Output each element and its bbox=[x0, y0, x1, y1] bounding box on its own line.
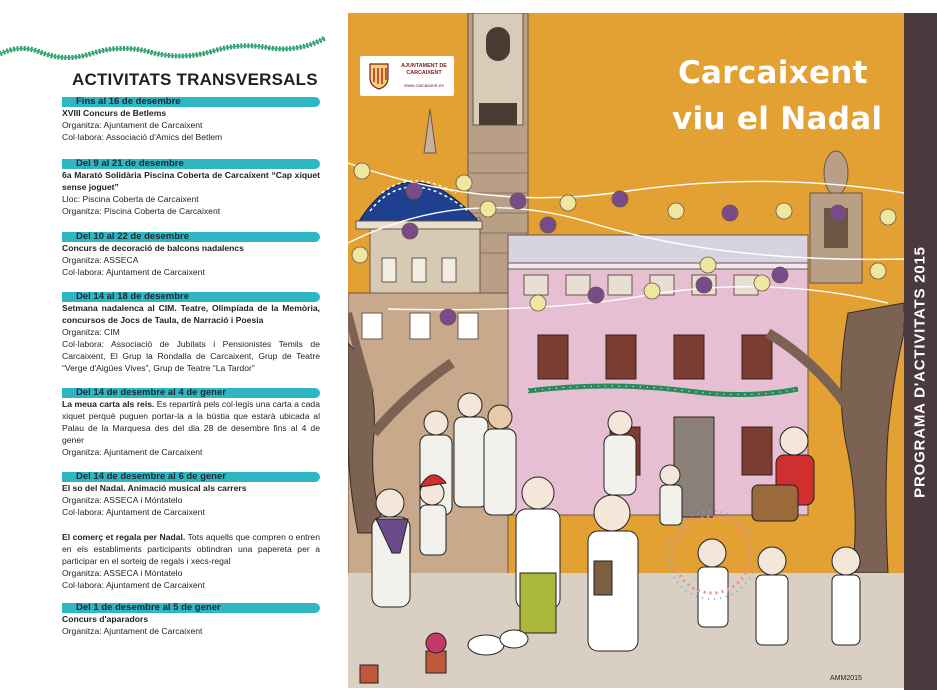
activity-date: Del 10 al 22 de desembre bbox=[76, 231, 190, 242]
activity-organizer: Organitza: ASSECA i Móntatelo bbox=[62, 495, 183, 505]
activity-item bbox=[62, 472, 320, 518]
activity-organizer: Organitza: CIM bbox=[62, 327, 120, 337]
activity-item bbox=[62, 531, 320, 591]
activity-item bbox=[62, 388, 320, 458]
date-bar bbox=[62, 232, 320, 242]
activity-date: Del 14 al 18 de desembre bbox=[76, 291, 190, 302]
activity-collaborator: Col·labora: Ajuntament de Carcaixent bbox=[62, 580, 205, 590]
activity-collaborator: Col·labora: Ajuntament de Carcaixent bbox=[62, 507, 205, 517]
activity-item bbox=[62, 159, 320, 217]
activity-item bbox=[62, 232, 320, 278]
logo-name: AJUNTAMENT DE CARCAIXENT bbox=[401, 63, 447, 76]
date-bar bbox=[62, 292, 320, 302]
cover-title-line1: Carcaixent bbox=[678, 55, 868, 91]
coat-of-arms-icon bbox=[368, 62, 390, 90]
section-title: ACTIVITATS TRANSVERSALS bbox=[72, 70, 318, 89]
activity-description bbox=[62, 531, 320, 567]
date-bar bbox=[62, 388, 320, 398]
activity-location: Lloc: Piscina Coberta de Carcaixent bbox=[62, 194, 199, 204]
activity-title: Concurs d'aparadors bbox=[62, 614, 149, 624]
activity-organizer: Organitza: Ajuntament de Carcaixent bbox=[62, 120, 203, 130]
activity-organizer: Organitza: Ajuntament de Carcaixent bbox=[62, 447, 203, 457]
activity-date: Fins al 16 de desembre bbox=[76, 96, 181, 107]
date-bar bbox=[62, 159, 320, 169]
activity-organizer: Organitza: ASSECA i Móntatelo bbox=[62, 568, 183, 578]
activity-title: El so del Nadal. Animació musical als carrers bbox=[62, 483, 247, 493]
activity-date: Del 1 de desembre al 5 de gener bbox=[76, 602, 221, 613]
activity-organizer: Organitza: Piscina Coberta de Carcaixent bbox=[62, 206, 221, 216]
cover-illustration bbox=[348, 13, 904, 688]
logo-url: www.carcaixent.es bbox=[404, 84, 444, 89]
activity-title: El comerç et regala per Nadal. bbox=[62, 532, 186, 542]
activity-title: Concurs de decoració de balcons nadalencs bbox=[62, 243, 244, 253]
activity-title: XVIII Concurs de Betlems bbox=[62, 108, 167, 118]
cover-title-line2: viu el Nadal bbox=[672, 101, 883, 137]
activity-item bbox=[62, 603, 320, 637]
activity-date: Del 14 de desembre al 6 de gener bbox=[76, 471, 226, 482]
spine-text: PROGRAMA D'ACTIVITATS 2015 bbox=[911, 246, 929, 498]
activity-collaborator: Col·labora: Ajuntament de Carcaixent bbox=[62, 267, 205, 277]
activity-title: La meua carta als reis. bbox=[62, 399, 155, 409]
activity-item bbox=[62, 292, 320, 374]
activity-text: Tots aquells que compren o entren en els establiments participants obtindran una papereta per a participar en el sorteig de regals i xecs-regal bbox=[62, 532, 320, 566]
activity-title: 6a Marató Solidària Piscina Coberta de Carcaixent “Cap xiquet sense joguet” bbox=[62, 170, 320, 192]
activity-text: Es repartirà pels col·legis una carta a cada xiquet perquè puguen portar-la a la bústia que estarà ubicada al Palau de la Marquesa des del dia 28 de desembre fins al 4 de gener bbox=[62, 399, 320, 445]
date-bar bbox=[62, 97, 320, 107]
artist-signature: AMM2015 bbox=[830, 675, 862, 682]
garland-decoration bbox=[0, 30, 330, 70]
date-bar bbox=[62, 603, 320, 613]
activity-date: Del 14 de desembre al 4 de gener bbox=[76, 387, 226, 398]
activity-organizer: Organitza: Ajuntament de Carcaixent bbox=[62, 626, 203, 636]
activity-description bbox=[62, 398, 320, 446]
activity-date: Del 9 al 21 de desembre bbox=[76, 158, 184, 169]
activity-item bbox=[62, 97, 320, 143]
town-hall-logo bbox=[360, 56, 454, 96]
date-bar bbox=[62, 472, 320, 482]
activity-collaborator: Col·labora: Associació d'Amics del Betlem bbox=[62, 132, 223, 142]
activity-collaborator: Col·labora: Associació de Jubilats i Pensionistes Temils de Carcaixent, El Grup la Rondalla de Carcaixent, Grup de Teatre “Verge d'Aigües Vives”, Grup de Teatre “La Tardor” bbox=[62, 339, 320, 373]
activity-organizer: Organitza: ASSECA bbox=[62, 255, 139, 265]
left-panel bbox=[0, 0, 335, 690]
people-group bbox=[360, 393, 860, 683]
activity-title: Setmana nadalenca al CIM. Teatre, Olimpíada de la Memòria, concursos de Jocs de Taula, de Narració i Poesia bbox=[62, 303, 320, 325]
